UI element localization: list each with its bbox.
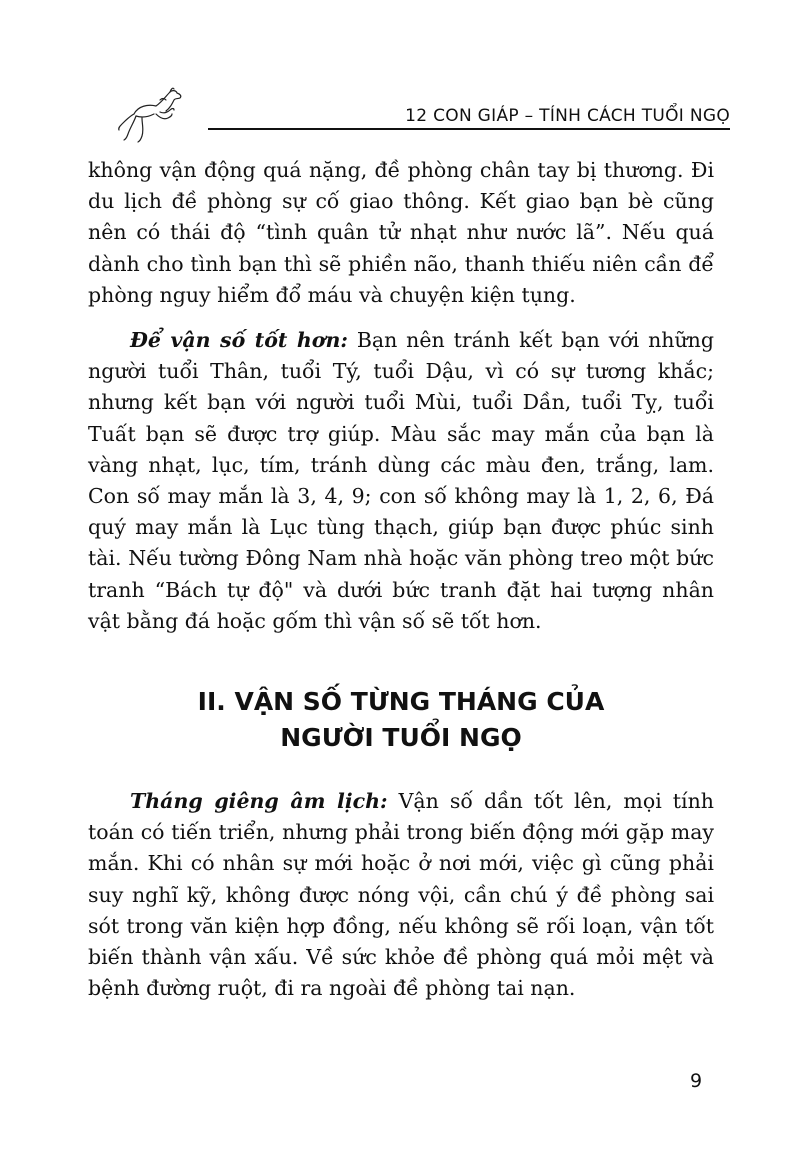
section-heading-line-1: II. VẬN SỐ TỪNG THÁNG CỦA [197, 687, 605, 716]
section-heading [88, 684, 714, 756]
paragraph-luck-tips [88, 325, 714, 637]
paragraph-continuation: không vận động quá nặng, đề phòng chân tay bị thương. Đi du lịch đề phòng sự cố giao thông. Kết giao bạn bè cũng nên có thái độ “tình quân tử nhạt như nước lã”. Nếu quá dành cho tình bạn thì sẽ phiền não, thanh thiếu niên cần để phòng nguy hiểm đổ máu và chuyện kiện tụng. [88, 158, 714, 307]
page-header [100, 78, 730, 138]
page-number: 9 [690, 1070, 703, 1092]
horse-icon [114, 84, 188, 144]
paragraph-first-month [88, 786, 714, 1004]
paragraph-lead: Để vận số tốt hơn: [130, 328, 348, 352]
section-heading-line-2: NGƯỜI TUỔI NGỌ [280, 723, 522, 752]
paragraph-body: Bạn nên tránh kết bạn với những người tuổi Thân, tuổi Tý, tuổi Dậu, vì có sự tương khắc; nhưng kết bạn với người tuổi Mùi, tuổi Dần, tuổi Tỵ, tuổi Tuất bạn sẽ được trợ giúp. Màu sắc may mắn của bạn là vàng nhạt, lục, tím, tránh dùng các màu đen, trắng, lam. Con số may mắn là 3, 4, 9; con số không may là 1, 2, 6, Đá quý may mắn là Lục tùng thạch, giúp bạn được phúc sinh tài. Nếu tường Đông Nam nhà hoặc văn phòng treo một bức tranh “Bách tự độ" và dưới bức tranh đặt hai tượng nhân vật bằng đá hoặc gốm thì vận số sẽ tốt hơn. [88, 328, 715, 633]
running-header-title: 12 CON GIÁP – TÍNH CÁCH TUỔI NGỌ [405, 106, 730, 126]
header-rule [208, 128, 730, 130]
paragraph-body: Vận số dần tốt lên, mọi tính toán có tiến triển, nhưng phải trong biến động mới gặp may mắn. Khi có nhân sự mới hoặc ở nơi mới, việc gì cũng phải suy nghĩ kỹ, không được nóng vội, cần chú ý đề phòng sai sót trong văn kiện hợp đồng, nếu không sẽ rối loạn, vận tốt biến thành vận xấu. Về sức khỏe đề phòng quá mỏi mệt và bệnh đường ruột, đi ra ngoài đề phòng tai nạn. [88, 789, 714, 1001]
paragraph-lead: Tháng giêng âm lịch: [130, 789, 388, 813]
